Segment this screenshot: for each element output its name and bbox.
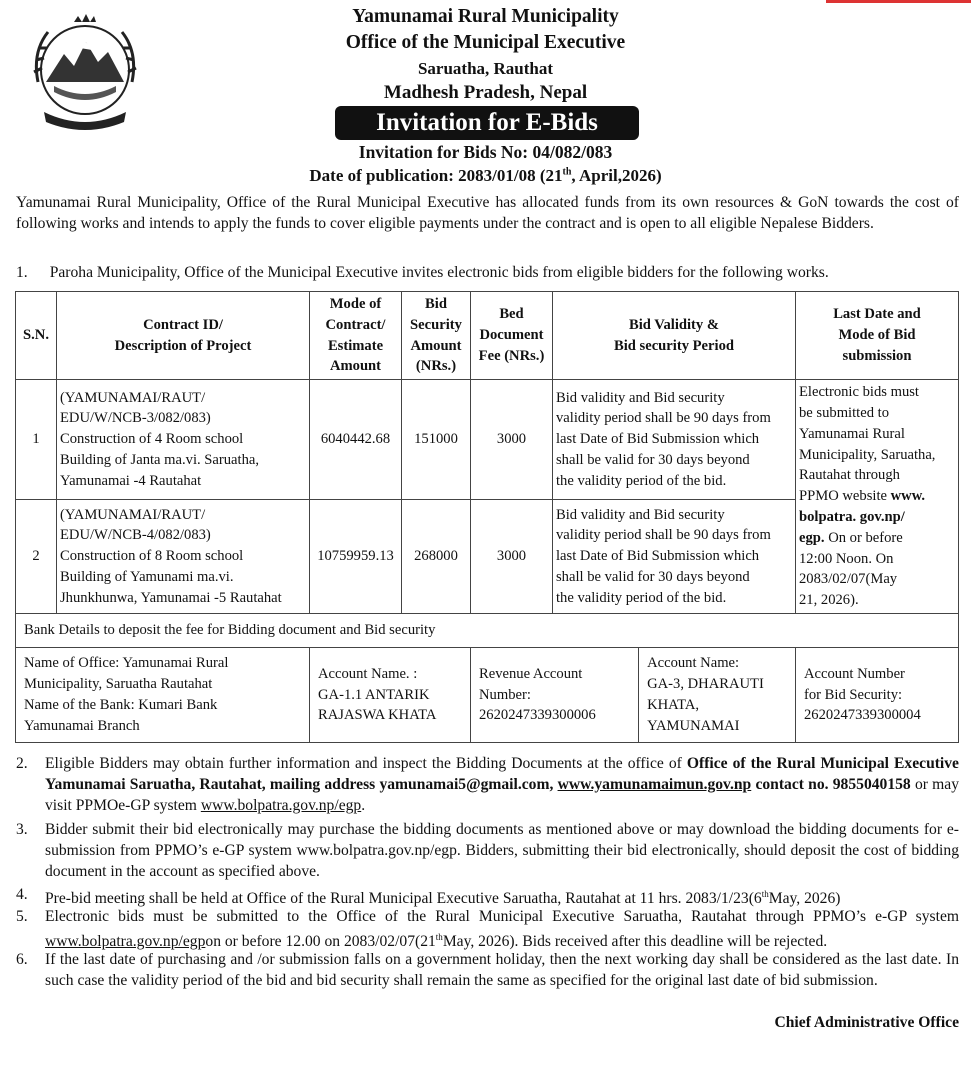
col-validity-header: Bid Validity & Bid security Period [553, 292, 796, 380]
last-date-cell: Electronic bids must be submitted to Yamunamai Rural Municipality, Saruatha, Rautahat through PPMO website www. bolpatra. gov.np/ egp. On or before 12:00 Noon. On 2083/02/07(May 21, 2026). [796, 380, 959, 614]
header-line-3: Saruatha, Rauthat [417, 59, 554, 78]
col-fee-header: Bed Document Fee (NRs.) [471, 292, 553, 380]
row-security: 151000 [402, 380, 471, 500]
header-line-2: Office of the Municipal Executive [345, 32, 626, 53]
col-contract-header: Contract ID/ Description of Project [57, 292, 310, 380]
bank-security-account: Account Number for Bid Security: 2620247339300004 [796, 647, 959, 742]
row-contract: (YAMUNAMAI/RAUT/ EDU/W/NCB-3/082/083) Construction of 4 Room school Building of Janta ma.vi. Saruatha, Yamunamai -4 Rautahat [57, 380, 310, 500]
note-2: 2. Eligible Bidders may obtain further information and inspect the Bidding Documents at the office of Office of the Rural Municipal Executive Yamunamai Saruatha, Rautahat, mailing address yamunamai5@gmail.com, www.yamunamaimun.gov.np contact no. 9855040158 or may visit PPMOe-GP system www.bolpatra.gov.np/egp. [16, 755, 959, 814]
bank-details-row [16, 647, 959, 742]
bank-title: Bank Details to deposit the fee for Bidding document and Bid security [16, 613, 959, 647]
col-security-header: Bid Security Amount (NRs.) [402, 292, 471, 380]
invitation-banner: Invitation for E-Bids [335, 106, 639, 140]
bank-title-row [16, 613, 959, 647]
row-estimate: 6040442.68 [310, 380, 402, 500]
bank-account-name: Account Name. : GA-1.1 ANTARIK RAJASWA KHATA [310, 647, 471, 742]
table-row [16, 380, 959, 500]
row-estimate: 10759959.13 [310, 500, 402, 614]
publication-date: Date of publication: 2083/01/08 (21th, April,2026) [309, 166, 662, 185]
col-lastdate-header: Last Date and Mode of Bid submission [796, 292, 959, 380]
row-validity: Bid validity and Bid security validity period shall be 90 days from last Date of Bid Submission which shall be valid for 30 days beyond the validity period of the bid. [553, 500, 796, 614]
point-1: 1. Paroha Municipality, Office of the Municipal Executive invites electronic bids from eligible bidders for the following works. [16, 264, 829, 281]
intro-paragraph: Yamunamai Rural Municipality, Office of the Rural Municipal Executive has allocated funds from its own resources & GoN towards the cost of following works and intends to apply the funds to cover eligible payments under the contract and is open to all eligible Nepalese Bidders. [16, 194, 959, 232]
row-validity: Bid validity and Bid security validity period shall be 90 days from last Date of Bid Submission which shall be valid for 30 days beyond the validity period of the bid. [553, 380, 796, 500]
col-sn-header: S.N. [16, 292, 57, 380]
bolpatra-link-2[interactable]: www.bolpatra.gov.np/egp [45, 933, 206, 951]
header-line-1: Yamunamai Rural Municipality [352, 6, 619, 27]
bank-revenue-group [471, 647, 796, 742]
note-5: 5. Electronic bids must be submitted to the Office of the Rural Municipal Executive Saruatha, Rautahat through PPMO’s e-GP system www.bolpatra.gov.np/egpon or before 12.00 on 2083/02/07(21thMay, 2026). Bids received after this deadline will be rejected. [16, 908, 959, 951]
bank-revenue-account: Revenue Account Number: 2620247339300006 [471, 648, 639, 742]
top-accent-line [826, 0, 971, 3]
bid-table [15, 291, 959, 743]
bank-office: Name of Office: Yamunamai Rural Municipality, Saruatha Rautahat Name of the Bank: Kumari Bank Yamunamai Branch [16, 647, 310, 742]
row-sn: 1 [16, 380, 57, 500]
website-link[interactable]: www.yamunamaimun.gov.np [557, 776, 752, 793]
header-line-4: Madhesh Pradesh, Nepal [383, 82, 588, 103]
table-header-row [16, 292, 959, 380]
row-sn: 2 [16, 500, 57, 614]
row-fee: 3000 [471, 500, 553, 614]
note-6: 6. If the last date of purchasing and /or submission falls on a government holiday, then the next working day shall be considered as the last date. In such case the validity period of the bid and bid security shall remain the same as specified for the original last date of bid submission. [16, 951, 959, 989]
signature: Chief Administrative Office [774, 1014, 959, 1031]
row-security: 268000 [402, 500, 471, 614]
bid-number: Invitation for Bids No: 04/082/083 [358, 142, 613, 162]
bank-account-name-2: Account Name: GA-3, DHARAUTI KHATA, YAMUNAMAI [647, 655, 764, 734]
row-contract: (YAMUNAMAI/RAUT/ EDU/W/NCB-4/082/083) Construction of 8 Room school Building of Yamunami ma.vi. Jhunkhunwa, Yamunamai -5 Rautahat [57, 500, 310, 614]
col-mode-header: Mode of Contract/ Estimate Amount [310, 292, 402, 380]
row-fee: 3000 [471, 380, 553, 500]
bolpatra-link[interactable]: www.bolpatra.gov.np/egp [200, 797, 362, 814]
note-4: 4. Pre-bid meeting shall be held at Office of the Rural Municipal Executive Saruatha, Rautahat at 11 hrs. 2083/1/23(6thMay, 2026) [16, 886, 841, 908]
note-3: 3. Bidder submit their bid electronically may purchase the bidding documents as mentioned above or may download the bidding documents for e-submission from PPMO’s e-GP system www.bolpatra.gov.np/egp. Bidders, submitting their bid electronically, should deposit the cost of bidding document in the account as specified above. [16, 821, 959, 880]
